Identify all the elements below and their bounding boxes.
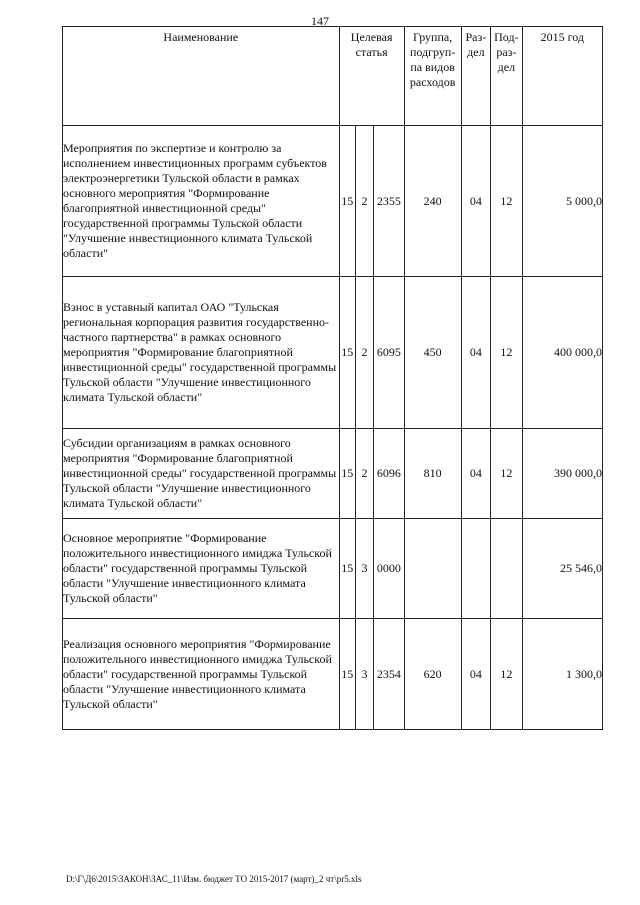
row-section: 04 [461, 277, 490, 429]
table-row [63, 619, 603, 730]
row-article-a: 15 [339, 429, 355, 519]
row-article-b: 2 [355, 277, 373, 429]
row-section [461, 519, 490, 619]
row-amount: 25 546,0 [522, 519, 602, 619]
row-article-c: 2354 [374, 619, 405, 730]
table-row [63, 277, 603, 429]
row-subsection: 12 [491, 429, 523, 519]
row-article-b: 3 [355, 519, 373, 619]
page-number: 147 [311, 14, 329, 28]
table-row [63, 519, 603, 619]
row-article-a: 15 [339, 126, 355, 277]
row-article-b: 2 [355, 126, 373, 277]
row-group [404, 519, 461, 619]
row-article-c: 6096 [374, 429, 405, 519]
header-target-article: Целевая статья [339, 27, 404, 126]
row-article-c: 6095 [374, 277, 405, 429]
header-name: Наименование [63, 27, 340, 126]
row-name: Основное мероприятие "Формирование положительного инвестиционного имиджа Тульской области" государственной программы Тульской области "Улучшение инвестиционного климата Тульской области" [63, 519, 340, 619]
row-article-b: 2 [355, 429, 373, 519]
file-path-footer: D:\Г\Д6\2015\ЗАКОН\ЗАС_11\Изм. бюджет ТО 2015-2017 (март)_2 чт\pr5.xls [66, 874, 362, 884]
row-name: Взнос в уставный капитал ОАО "Тульская региональная корпорация развития государственно-частного партнерства" в рамках основного мероприятия "Формирование благоприятной инвестиционной среды" государственной программы Тульской области "Улучшение инвестиционного климата Тульской области" [63, 277, 340, 429]
row-name: Реализация основного мероприятия "Формирование положительного инвестиционного имиджа Тульской области" государственной программы Тульской области "Улучшение инвестиционного климата Тульской области" [63, 619, 340, 730]
row-section: 04 [461, 126, 490, 277]
row-name: Мероприятия по экспертизе и контролю за исполнением инвестиционных программ субъектов электроэнергетики Тульской области в рамках основного мероприятия "Формирование благоприятной инвестиционной среды" государственной программы Тульской области "Улучшение инвестиционного климата Тульской области" [63, 126, 340, 277]
row-subsection: 12 [491, 619, 523, 730]
row-section: 04 [461, 619, 490, 730]
row-group: 240 [404, 126, 461, 277]
row-article-a: 15 [339, 619, 355, 730]
header-year: 2015 год [522, 27, 602, 126]
row-amount: 400 000,0 [522, 277, 602, 429]
row-article-c: 0000 [374, 519, 405, 619]
row-section: 04 [461, 429, 490, 519]
row-amount: 1 300,0 [522, 619, 602, 730]
header-section: Раз- дел [461, 27, 490, 126]
row-subsection: 12 [491, 277, 523, 429]
budget-table [62, 26, 603, 730]
row-subsection: 12 [491, 126, 523, 277]
header-subsection: Под- раз- дел [491, 27, 523, 126]
row-group: 620 [404, 619, 461, 730]
table-row [63, 126, 603, 277]
row-article-b: 3 [355, 619, 373, 730]
row-article-a: 15 [339, 277, 355, 429]
header-group: Группа, подгруп- па видов расходов [404, 27, 461, 126]
row-amount: 390 000,0 [522, 429, 602, 519]
row-name: Субсидии организациям в рамках основного мероприятия "Формирование благоприятной инвестиционной среды" государственной программы Тульской области "Улучшение инвестиционного климата Тульской области" [63, 429, 340, 519]
row-article-c: 2355 [374, 126, 405, 277]
row-group: 450 [404, 277, 461, 429]
row-group: 810 [404, 429, 461, 519]
header-row [63, 27, 603, 126]
table-row [63, 429, 603, 519]
row-subsection [491, 519, 523, 619]
row-amount: 5 000,0 [522, 126, 602, 277]
row-article-a: 15 [339, 519, 355, 619]
